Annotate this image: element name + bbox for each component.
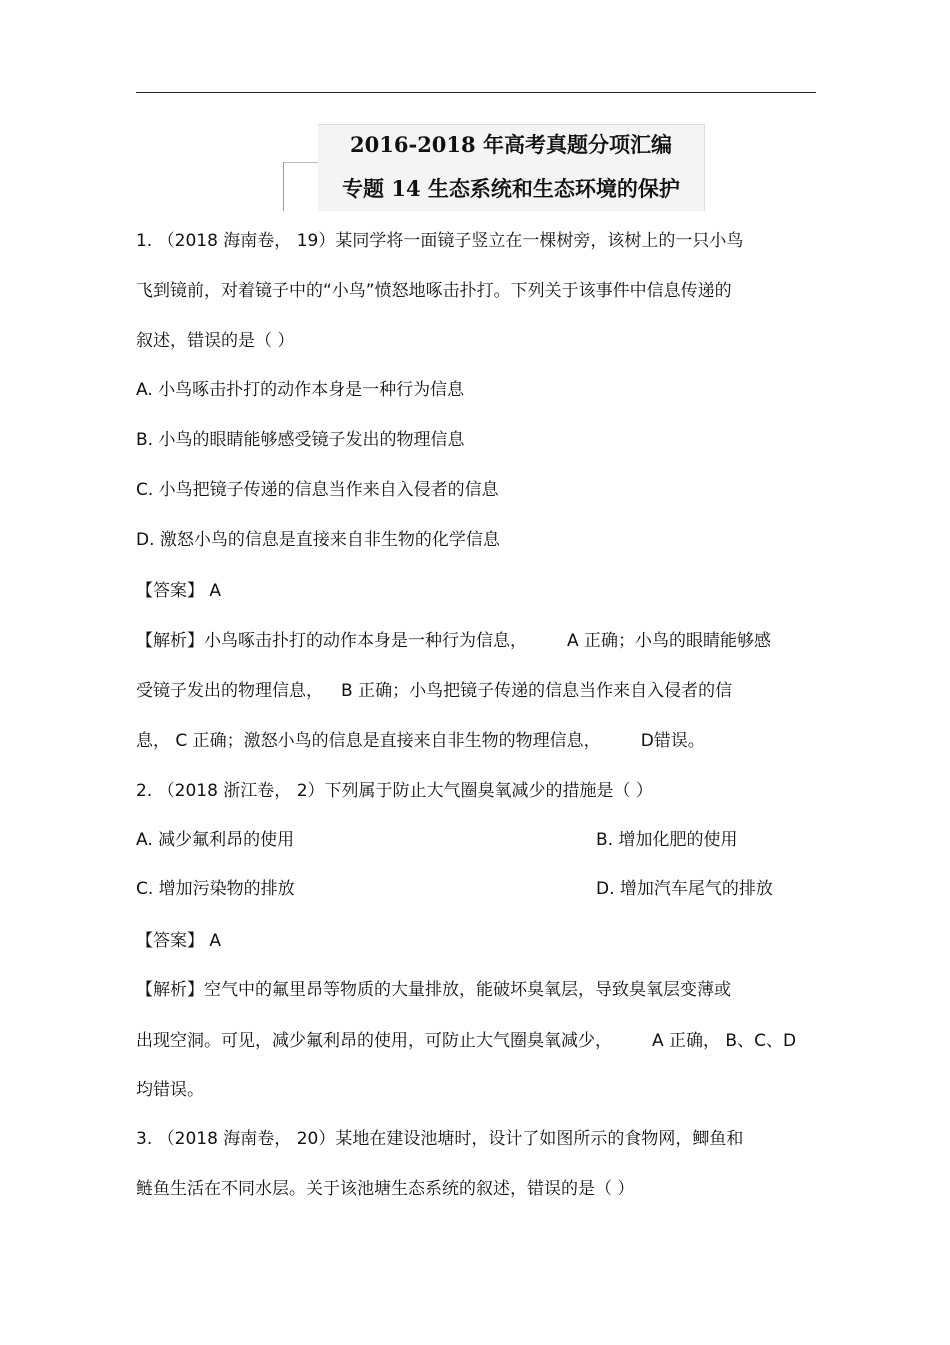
- page-title: 2016-2018 年高考真题分项汇编: [350, 132, 672, 157]
- q2-option-b: B. 增加化肥的使用: [596, 830, 738, 850]
- q3-stem-line2: 鲢鱼生活在不同水层。关于该池塘生态系统的叙述，错误的是（ ）: [136, 1179, 635, 1199]
- title-decoration: [283, 162, 318, 211]
- q1-stem-line2: 飞到镜前，对着镜子中的“小鸟”愤怒地啄击扑打。下列关于该事件中信息传递的: [136, 281, 732, 301]
- q2-option-a: A. 减少氟利昂的使用: [136, 830, 295, 850]
- q1-option-a: A. 小鸟啄击扑打的动作本身是一种行为信息: [136, 380, 465, 400]
- q1-analysis-line3: [136, 730, 705, 752]
- q1-analysis-line1: [136, 630, 771, 652]
- q1-stem-line3: 叙述，错误的是（ ）: [136, 331, 295, 351]
- q1-analysis-line1b: A 正确；小鸟的眼睛能够感: [567, 631, 772, 651]
- q2-analysis-line2b: A 正确， B、C、D: [652, 1031, 797, 1051]
- q3-stem-line1: 3. （2018 海南卷， 20）某地在建设池塘时，设计了如图所示的食物网，鲫鱼和: [136, 1129, 744, 1149]
- q1-analysis-line2a: 受镜子发出的物理信息，: [136, 681, 323, 701]
- q2-answer: 【答案】 A: [136, 931, 222, 951]
- q1-option-d: D. 激怒小鸟的信息是直接来自非生物的化学信息: [136, 530, 500, 550]
- title-box: [318, 124, 705, 211]
- q1-stem-line1: 1. （2018 海南卷， 19）某同学将一面镜子竖立在一棵树旁，该树上的一只小鸟: [136, 231, 744, 251]
- q1-analysis-line2b: B 正确；小鸟把镜子传递的信息当作来自入侵者的信: [341, 681, 733, 701]
- q2-analysis-line3: 均错误。: [136, 1080, 204, 1100]
- q1-option-b: B. 小鸟的眼睛能够感受镜子发出的物理信息: [136, 430, 465, 450]
- q2-stem: 2. （2018 浙江卷， 2）下列属于防止大气圈臭氧减少的措施是（ ）: [136, 781, 653, 801]
- q1-answer: 【答案】 A: [136, 581, 222, 601]
- q1-analysis-line1a: 【解析】小鸟啄击扑打的动作本身是一种行为信息，: [136, 631, 527, 651]
- q2-option-d: D. 增加汽车尾气的排放: [596, 879, 773, 899]
- q1-analysis-line2: [136, 680, 732, 702]
- q2-analysis-line1: 【解析】空气中的氟里昂等物质的大量排放，能破坏臭氧层，导致臭氧层变薄或: [136, 980, 731, 1000]
- q2-option-c: C. 增加污染物的排放: [136, 879, 295, 899]
- q2-analysis-line2a: 出现空洞。可见，减少氟利昂的使用，可防止大气圈臭氧减少，: [136, 1031, 612, 1051]
- q1-option-c: C. 小鸟把镜子传递的信息当作来自入侵者的信息: [136, 480, 499, 500]
- q2-analysis-line2: [136, 1030, 796, 1052]
- q1-analysis-line3b: D错误。: [640, 731, 705, 751]
- header-rule: [136, 92, 816, 93]
- q1-analysis-line3a: 息， C 正确；激怒小鸟的信息是直接来自非生物的物理信息，: [136, 731, 601, 751]
- page-subtitle: 专题 14 生态系统和生态环境的保护: [342, 176, 680, 201]
